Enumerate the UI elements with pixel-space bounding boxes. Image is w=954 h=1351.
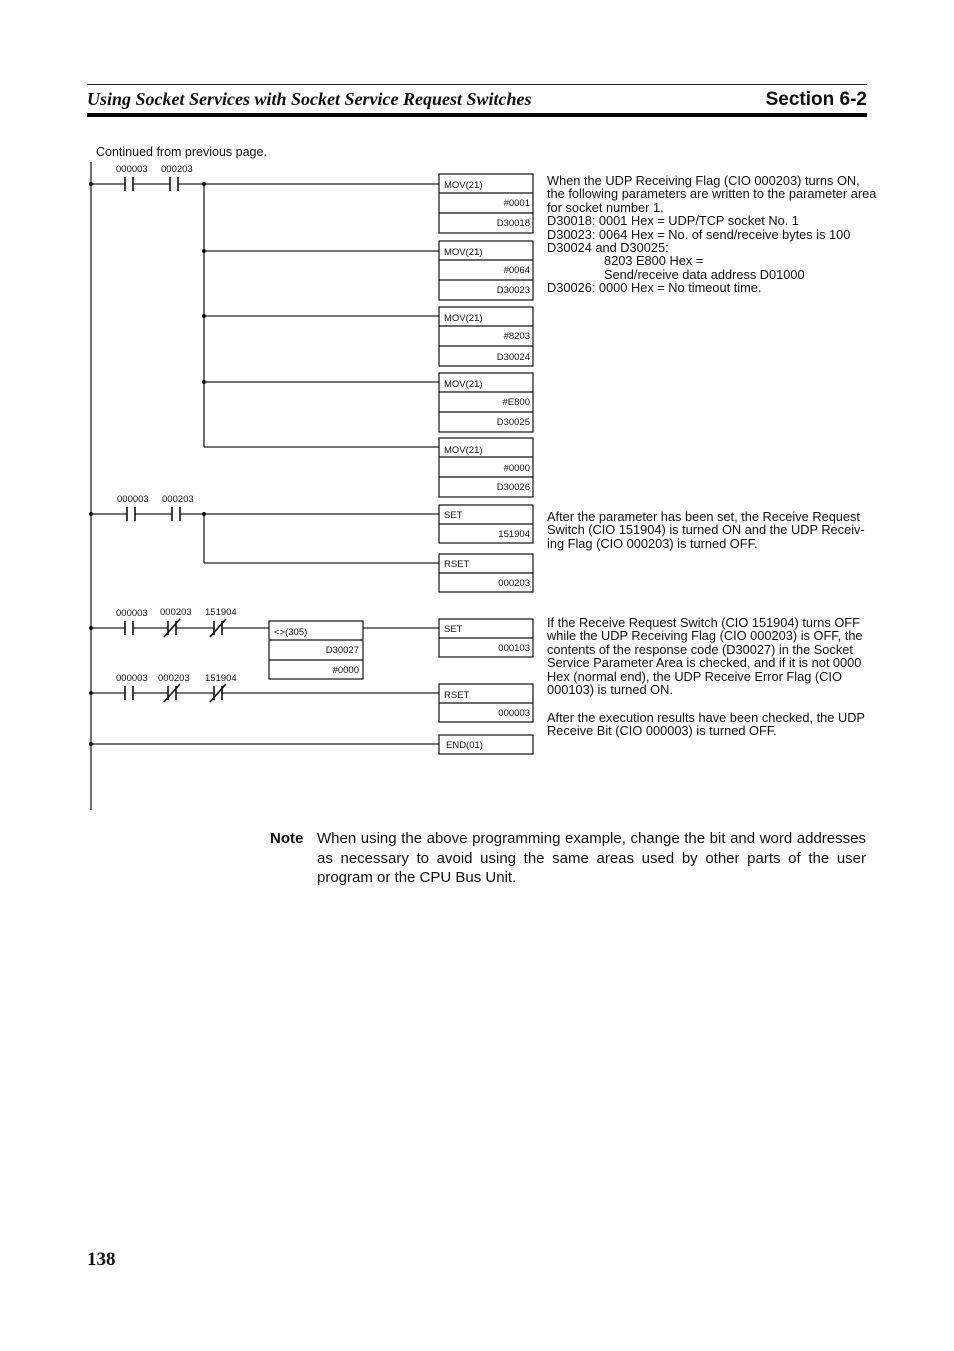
instruction-operand: D30018: [496, 218, 530, 229]
instruction-operand: #0001: [503, 198, 530, 209]
instruction-operand: D30024: [496, 352, 530, 363]
description-line: D30023: 0064 Hex = No. of send/receive bytes is 100: [547, 226, 851, 242]
instruction-op: MOV(21): [444, 313, 483, 324]
description-line: After the execution results have been checked, the UDP: [547, 710, 865, 725]
description-line: contents of the response code (D30027) in the Socket: [547, 641, 853, 657]
note-label: Note: [270, 830, 304, 847]
description-line: Service Parameter Area is checked, and if it is not 0000: [547, 655, 862, 671]
junction-dot: [89, 742, 93, 746]
contact-label: 000203: [161, 164, 193, 175]
instruction-operand: #8203: [503, 331, 530, 342]
description-line: 8203 E800 Hex =: [604, 253, 704, 269]
description-line: ing Flag (CIO 000203) is turned OFF.: [547, 535, 758, 551]
instruction-op: SET: [444, 510, 463, 521]
instruction-operand: #E800: [502, 397, 530, 408]
junction-dot: [202, 249, 206, 253]
contact-label: 000003: [116, 164, 148, 175]
instruction-op: MOV(21): [444, 445, 483, 456]
instruction-op: MOV(21): [444, 247, 483, 258]
instruction-operand: 000203: [498, 578, 530, 589]
description-line: 000103) is turned ON.: [547, 682, 673, 698]
description-line: Hex (normal end), the UDP Receive Error Flag (CIO: [547, 668, 842, 684]
description-line: while the UDP Receiving Flag (CIO 000203) is OFF, the: [547, 628, 863, 644]
instruction-operand: 000103: [498, 643, 530, 654]
no-contact-icon: [125, 686, 133, 700]
no-contact-icon: [172, 507, 180, 521]
junction-dot: [202, 512, 206, 516]
no-contact-icon: [125, 177, 133, 191]
description-line: Send/receive data address D01000: [604, 266, 805, 282]
description-line: If the Receive Request Switch (CIO 151904) turns OFF: [547, 615, 860, 630]
junction-dot: [202, 380, 206, 384]
description-line: D30018: 0001 Hex = UDP/TCP socket No. 1: [547, 213, 799, 229]
contact-label: 151904: [205, 607, 237, 618]
instruction-op: RSET: [444, 559, 470, 570]
page-number: 138: [87, 1249, 116, 1270]
instruction-operand: D30026: [496, 482, 530, 493]
instruction-op: <>(305): [274, 627, 308, 638]
instruction-operand: 000003: [498, 708, 530, 719]
instruction-operand: #0064: [503, 265, 530, 276]
junction-dot: [202, 182, 206, 186]
note-text: When using the above programming example, change the bit and word addresses as necessary to avoid using the same areas used by other parts of the user program or the CPU Bus Unit.: [317, 830, 866, 886]
contact-label: 151904: [205, 673, 237, 684]
contact-label: 000003: [116, 608, 148, 619]
instruction-op: SET: [444, 624, 463, 635]
contact-label: 000203: [162, 494, 194, 505]
instruction-operand: 151904: [498, 529, 530, 540]
contact-label: 000203: [160, 607, 192, 618]
section-number: Section 6-2: [765, 89, 867, 110]
no-contact-icon: [125, 621, 133, 635]
description-line: the following parameters are written to the parameter area: [547, 186, 877, 202]
instruction-op: RSET: [444, 690, 470, 701]
description-udp-parameters: [547, 174, 892, 295]
page-header-title: Using Socket Services with Socket Service Request Switches: [87, 89, 532, 109]
description-line: Switch (CIO 151904) is turned ON and the UDP Receiv-: [547, 522, 865, 538]
junction-dot: [89, 182, 93, 186]
description-line: D30024 and D30025:: [547, 240, 669, 256]
junction-dot: [89, 691, 93, 695]
description-receive-bit-off: [547, 711, 892, 738]
instruction-op: END(01): [446, 740, 483, 751]
description-receive-request: [547, 510, 892, 550]
instruction-op: MOV(21): [444, 379, 483, 390]
description-line: for socket number 1.: [547, 199, 664, 215]
instruction-op: MOV(21): [444, 180, 483, 191]
junction-dot: [89, 512, 93, 516]
no-contact-icon: [127, 507, 135, 521]
description-line: When the UDP Receiving Flag (CIO 000203) turns ON,: [547, 173, 860, 188]
description-line: Receive Bit (CIO 000003) is turned OFF.: [547, 723, 777, 739]
no-contact-icon: [170, 177, 178, 191]
description-line: D30026: 0000 Hex = No timeout time.: [547, 280, 762, 296]
junction-dot: [89, 626, 93, 630]
instruction-operand: D30027: [325, 645, 359, 656]
instruction-operand: D30023: [496, 285, 530, 296]
junction-dot: [202, 314, 206, 318]
note-block: [270, 829, 866, 888]
instruction-operand: D30025: [496, 417, 530, 428]
instruction-operand: #0000: [503, 463, 530, 474]
continued-note: Continued from previous page.: [96, 145, 267, 159]
description-response-check: [547, 616, 892, 696]
instruction-operand: #0000: [332, 665, 359, 676]
contact-label: 000003: [117, 494, 149, 505]
contact-label: 000203: [158, 673, 190, 684]
description-line: After the parameter has been set, the Receive Request: [547, 509, 860, 524]
contact-label: 000003: [116, 673, 148, 684]
